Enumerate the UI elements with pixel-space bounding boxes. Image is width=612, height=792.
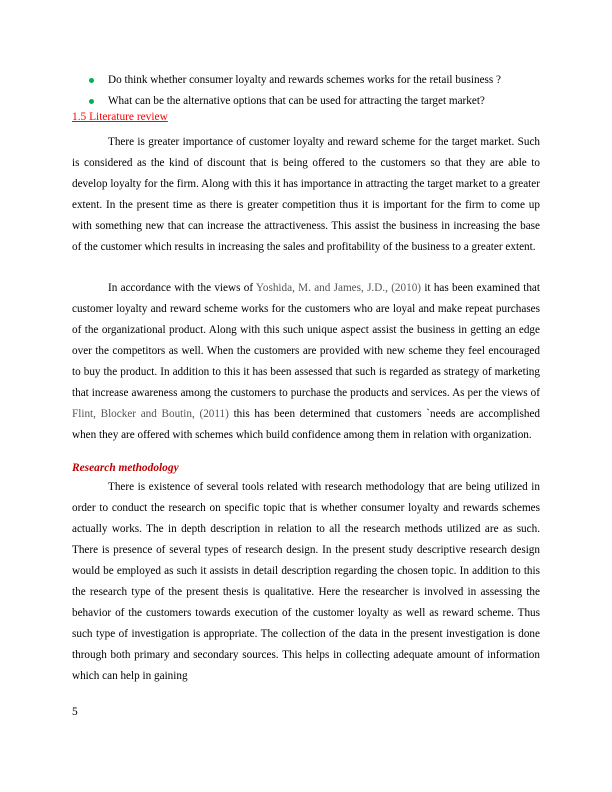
literature-review-paragraph-1 bbox=[72, 132, 540, 258]
literature-review-heading: 1.5 Literature review bbox=[72, 111, 168, 123]
literature-review-paragraph-2 bbox=[72, 278, 540, 446]
paragraph-text: There is existence of several tools related with research methodology that are being utilized in order to conduct the research on specific topic that is whether consumer loyalty and rewards schemes actually works. The in depth description in relation to all the research methods utilized are as such. There is presence of several types of research design. In the present study descriptive research design would be employed as such it assists in detail description regarding the chosen topic. In addition to this the research type of the present thesis is qualitative. Here the researcher is involved in assessing the behavior of the customers towards execution of the customer loyalty as well as reward scheme. Thus such type of investigation is appropriate. The collection of the data in the present investigation is done through both primary and secondary sources. This helps in collecting adequate amount of information which can help in gaining bbox=[72, 481, 540, 682]
bullet-icon bbox=[89, 99, 94, 104]
citation: Yoshida, M. and James, J.D., (2010) bbox=[255, 282, 422, 294]
bullet-text: Do think whether consumer loyalty and rewards schemes works for the retail business ? bbox=[108, 74, 502, 86]
list-item bbox=[86, 70, 556, 91]
citation: Flint, Blocker and Boutin, (2011) bbox=[72, 408, 229, 420]
paragraph-text: In accordance with the views of bbox=[108, 282, 256, 294]
research-methodology-paragraph bbox=[72, 477, 540, 687]
paragraph-text: There is greater importance of customer loyalty and reward scheme for the target market. Such is considered as the kind of discount that is being offered to the customers so that they are able to develop loyalty for the firm. Along with this it has importance in attracting the target market to a greater extent. In the present time as there is greater competition thus it is important for the firm to come up with something new that can increase the attractiveness. This assist the business in increasing the base of the customer which results in increasing the sales and profitability of the business to a greater extent. bbox=[72, 136, 540, 253]
paragraph-text: this has been determined that customers `needs are accomplished when they are offered with schemes which build confidence among them in relation with organization. bbox=[72, 408, 540, 441]
bullet-icon bbox=[89, 78, 94, 83]
list-item bbox=[86, 91, 556, 112]
bullet-text: What can be the alternative options that can be used for attracting the target market? bbox=[108, 95, 485, 107]
paragraph-text: it has been examined that customer loyalty and reward scheme works for the customers who are loyal and make repeat purchases of the organizational product. Along with this such unique aspect assist the business in getting an edge over the competitors as well. When the customers are provided with new scheme they feel encouraged to buy the product. In addition to this it has been assessed that such is regarded as strategy of marketing that increase awareness among the customers to purchase the products and services. As per the views of bbox=[72, 282, 540, 399]
page-number: 5 bbox=[72, 706, 78, 718]
research-methodology-heading: Research methodology bbox=[72, 462, 179, 474]
question-list bbox=[86, 70, 556, 112]
